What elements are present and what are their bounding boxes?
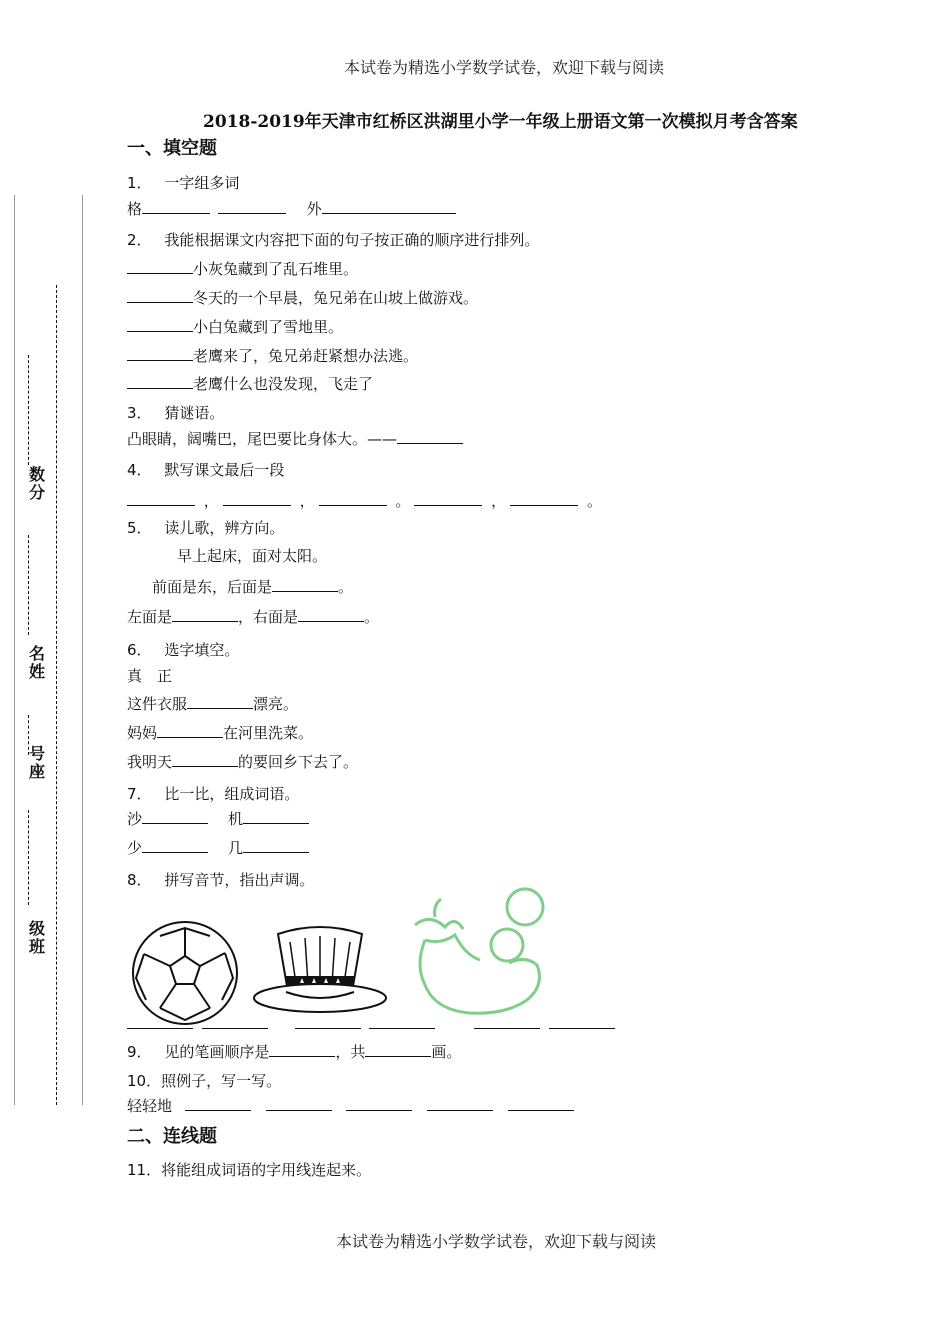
punctuation: ，: [299, 492, 315, 510]
eggplant-icon: [405, 885, 550, 1025]
fill-sentence: [127, 693, 298, 714]
margin-rule-left: [14, 195, 15, 1105]
sentence: 小白兔藏到了雪地里。: [193, 318, 344, 336]
page-header: 本试卷为精选小学数学试卷，欢迎下载与阅读: [344, 58, 665, 77]
answer-blank[interactable]: [298, 607, 364, 622]
answer-blank[interactable]: [474, 1014, 540, 1029]
answer-blank[interactable]: [202, 1014, 268, 1029]
question-6: [127, 639, 239, 660]
soccer-ball-icon: [130, 918, 240, 1028]
sentence-part: 的要回乡下去了。: [238, 753, 359, 771]
sentence: 小灰兔藏到了乱石堆里。: [193, 260, 359, 278]
answer-blank[interactable]: [127, 317, 193, 332]
answer-blank[interactable]: [365, 1042, 431, 1057]
example-word: 轻轻地: [127, 1097, 173, 1115]
question-text: 猜谜语。: [164, 404, 225, 422]
answer-blank[interactable]: [549, 1014, 615, 1029]
riddle-line: [127, 428, 463, 449]
question-8: [127, 869, 314, 890]
answer-blank[interactable]: [269, 1042, 335, 1057]
riddle-text: 凸眼睛，阔嘴巴，尾巴要比身体大。——: [127, 430, 398, 448]
char-sha: 沙: [127, 810, 143, 828]
example-line: [127, 1095, 574, 1116]
question-number: 6．: [127, 641, 152, 659]
question-number: 7．: [127, 785, 152, 803]
answer-blank[interactable]: [322, 199, 456, 214]
answer-blank[interactable]: [218, 199, 286, 214]
question-number: 5．: [127, 519, 152, 537]
section-heading: 一、填空题: [127, 138, 217, 159]
answer-blank[interactable]: [142, 809, 208, 824]
question-4: [127, 459, 284, 480]
question-text: 我能根据课文内容把下面的句子按正确的顺序进行排列。: [164, 231, 540, 249]
char-ji2: 几: [228, 839, 244, 857]
question-1: [127, 172, 239, 193]
punctuation: 。: [364, 608, 380, 626]
answer-blank[interactable]: [272, 577, 338, 592]
sentence: 老鹰什么也没发现，飞走了: [193, 375, 374, 393]
margin-label-name: 名姓: [28, 644, 45, 681]
punctuation: ，: [203, 492, 219, 510]
answer-blank[interactable]: [127, 374, 193, 389]
answer-blank[interactable]: [369, 1014, 435, 1029]
order-item: [127, 316, 343, 337]
question-7: [127, 783, 299, 804]
question-text: 读儿歌，辨方向。: [164, 519, 285, 537]
fill-sentence: [127, 751, 358, 772]
q4-answer-line: [127, 490, 606, 511]
question-number: 8．: [127, 871, 152, 889]
poem-line: 早上起床，面对太阳。: [177, 547, 328, 565]
question-text: 将能组成词语的字用线连起来。: [161, 1161, 372, 1179]
page-footer: 本试卷为精选小学数学试卷，欢迎下载与阅读: [336, 1232, 657, 1251]
answer-blank[interactable]: [172, 752, 238, 767]
poem-text: 前面是东，后面是: [152, 578, 273, 596]
question-9: [127, 1041, 461, 1062]
punctuation: ，: [491, 492, 507, 510]
top-hat-icon: [250, 922, 390, 1022]
sentence-part: 在河里洗菜。: [223, 724, 314, 742]
choice-characters: 真 正: [127, 667, 173, 685]
answer-blank[interactable]: [427, 1096, 493, 1111]
question-number: 4．: [127, 461, 152, 479]
answer-blank[interactable]: [243, 838, 309, 853]
question-10: [127, 1070, 281, 1091]
sentence-part: 妈妈: [127, 724, 158, 742]
question-number: 11．: [127, 1161, 162, 1179]
question-number: 1．: [127, 174, 152, 192]
question-number: 10．: [127, 1072, 162, 1090]
question-number: 9．: [127, 1043, 152, 1061]
section-heading: 二、连线题: [127, 1126, 217, 1147]
question-number: 3．: [127, 404, 152, 422]
order-item: [127, 373, 373, 394]
punctuation: 。: [395, 492, 411, 510]
sentence-part: 这件衣服: [127, 695, 188, 713]
answer-blank[interactable]: [187, 694, 253, 709]
question-text: 照例子，写一写。: [161, 1072, 282, 1090]
question-text: 选字填空。: [164, 641, 240, 659]
cut-line: [56, 285, 57, 1105]
answer-blank[interactable]: [223, 491, 291, 506]
margin-label-class: 级班: [28, 919, 45, 956]
answer-blank[interactable]: [157, 723, 223, 738]
prompt-text: ，右面是: [238, 608, 299, 626]
answer-blank[interactable]: [397, 429, 463, 444]
page-title: 2018-2019年天津市红桥区洪湖里小学一年级上册语文第一次模拟月考含答案: [203, 112, 798, 132]
sentence-part: 漂亮。: [253, 695, 299, 713]
order-item: [127, 258, 358, 279]
q1-answer-line: [127, 198, 456, 219]
answer-blank[interactable]: [414, 491, 482, 506]
question-5: [127, 517, 284, 538]
answer-blank[interactable]: [127, 288, 193, 303]
pinyin-blanks: [127, 1014, 615, 1033]
question-text: 默写课文最后一段: [164, 461, 285, 479]
fill-line-score: [28, 355, 29, 465]
answer-blank[interactable]: [319, 491, 387, 506]
fill-line-class: [28, 810, 29, 905]
answer-blank[interactable]: [266, 1096, 332, 1111]
order-item: [127, 345, 418, 366]
question-text: 一字组多词: [164, 174, 240, 192]
answer-blank[interactable]: [508, 1096, 574, 1111]
sentence: 冬天的一个早晨，兔兄弟在山坡上做游戏。: [193, 289, 479, 307]
margin-label-score: 数分: [28, 465, 45, 502]
sentence: 老鹰来了，兔兄弟赶紧想办法逃。: [193, 347, 419, 365]
answer-blank[interactable]: [295, 1014, 361, 1029]
question-text: 拼写音节，指出声调。: [164, 871, 315, 889]
char-ji: 机: [228, 810, 244, 828]
answer-blank[interactable]: [127, 259, 193, 274]
answer-blank[interactable]: [142, 838, 208, 853]
answer-blank[interactable]: [127, 346, 193, 361]
answer-blank[interactable]: [172, 607, 238, 622]
fill-line-name: [28, 535, 29, 635]
order-item: [127, 287, 478, 308]
compare-row: [127, 837, 309, 858]
word-ge: 格: [127, 200, 143, 218]
punctuation: 。: [338, 578, 354, 596]
question-number: 2．: [127, 231, 152, 249]
char-shao: 少: [127, 839, 143, 857]
question-2: [127, 229, 539, 250]
fill-sentence: [127, 722, 313, 743]
punctuation: 。: [586, 492, 602, 510]
compare-row: [127, 808, 309, 829]
answer-blank[interactable]: [127, 491, 195, 506]
prompt-text: 左面是: [127, 608, 173, 626]
answer-blank[interactable]: [142, 199, 210, 214]
q5-answer-line: [127, 606, 379, 627]
question-11: [127, 1159, 371, 1180]
sentence-part: 我明天: [127, 753, 173, 771]
answer-blank[interactable]: [243, 809, 309, 824]
answer-blank[interactable]: [127, 1014, 193, 1029]
question-3: [127, 402, 224, 423]
answer-blank[interactable]: [510, 491, 578, 506]
margin-rule-right: [82, 195, 83, 1105]
answer-blank[interactable]: [185, 1096, 251, 1111]
question-text: 比一比，组成词语。: [164, 785, 300, 803]
poem-line: [152, 576, 353, 597]
question-text: 画。: [431, 1043, 462, 1061]
question-text: ，共: [335, 1043, 366, 1061]
question-text: 见的笔画顺序是: [164, 1043, 270, 1061]
margin-label-seat: 号座: [28, 744, 45, 781]
word-wai: 外: [306, 200, 322, 218]
binding-margin: [14, 195, 84, 1105]
answer-blank[interactable]: [346, 1096, 412, 1111]
